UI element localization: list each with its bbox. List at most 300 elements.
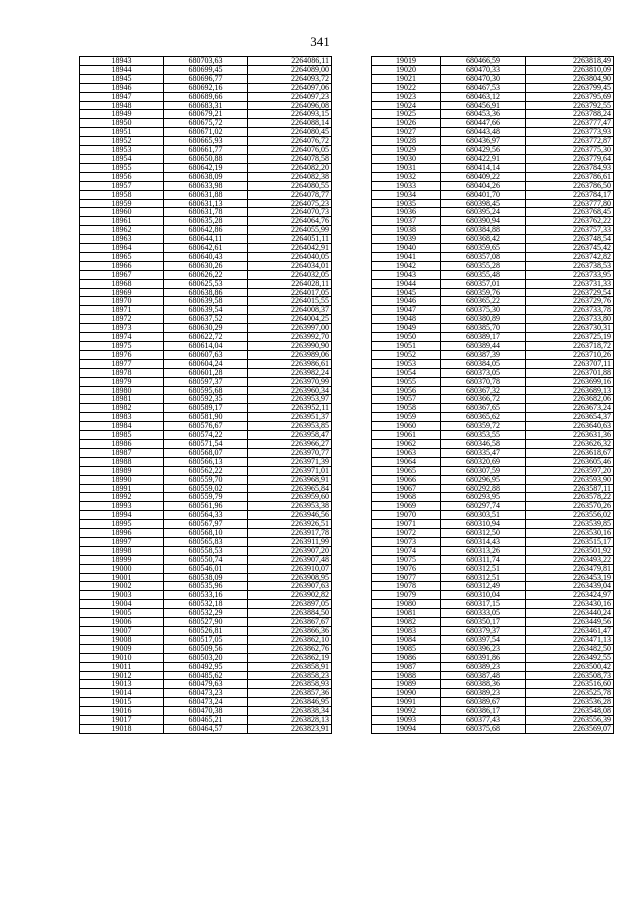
point-number-cell: 18990 — [80, 475, 164, 484]
table-row — [372, 101, 614, 110]
y-coordinate-cell: 2264078,77 — [248, 190, 332, 199]
point-number-cell: 18965 — [80, 252, 164, 261]
x-coordinate-cell: 680293,95 — [441, 493, 526, 502]
x-coordinate-cell: 680692,16 — [164, 83, 248, 92]
x-coordinate-cell: 680631,78 — [164, 208, 248, 217]
point-number-cell: 19005 — [80, 609, 164, 618]
table-row — [80, 573, 332, 582]
point-number-cell: 19073 — [372, 537, 441, 546]
table-row — [80, 520, 332, 529]
y-coordinate-cell: 2264082,20 — [248, 163, 332, 172]
point-number-cell: 18984 — [80, 422, 164, 431]
y-coordinate-cell: 2264097,23 — [248, 92, 332, 101]
point-number-cell: 18952 — [80, 137, 164, 146]
x-coordinate-cell: 680443,48 — [441, 128, 526, 137]
x-coordinate-cell: 680389,23 — [441, 689, 526, 698]
coordinates-table-left — [79, 56, 332, 734]
x-coordinate-cell: 680466,59 — [441, 57, 526, 66]
y-coordinate-cell: 2264008,37 — [248, 306, 332, 315]
y-coordinate-cell: 2263733,95 — [526, 270, 614, 279]
point-number-cell: 19054 — [372, 368, 441, 377]
y-coordinate-cell: 2263768,45 — [526, 208, 614, 217]
x-coordinate-cell: 680532,18 — [164, 600, 248, 609]
point-number-cell: 18986 — [80, 439, 164, 448]
table-row — [80, 537, 332, 546]
x-coordinate-cell: 680479,63 — [164, 680, 248, 689]
table-row — [372, 297, 614, 306]
x-coordinate-cell: 680568,07 — [164, 448, 248, 457]
x-coordinate-cell: 680317,15 — [441, 600, 526, 609]
point-number-cell: 19064 — [372, 457, 441, 466]
x-coordinate-cell: 680312,51 — [441, 573, 526, 582]
point-number-cell: 18997 — [80, 537, 164, 546]
y-coordinate-cell: 2263699,16 — [526, 377, 614, 386]
point-number-cell: 18978 — [80, 368, 164, 377]
y-coordinate-cell: 2264017,05 — [248, 288, 332, 297]
table-row — [372, 618, 614, 627]
point-number-cell: 19040 — [372, 244, 441, 253]
point-number-cell: 19037 — [372, 217, 441, 226]
point-number-cell: 19036 — [372, 208, 441, 217]
y-coordinate-cell: 2263784,93 — [526, 163, 614, 172]
y-coordinate-cell: 2264076,05 — [248, 146, 332, 155]
table-row — [80, 137, 332, 146]
y-coordinate-cell: 2263846,95 — [248, 698, 332, 707]
table-row — [372, 529, 614, 538]
y-coordinate-cell: 2263501,92 — [526, 546, 614, 555]
table-row — [372, 724, 614, 733]
table-row — [80, 627, 332, 636]
y-coordinate-cell: 2263965,84 — [248, 484, 332, 493]
table-row — [80, 484, 332, 493]
point-number-cell: 19062 — [372, 439, 441, 448]
point-number-cell: 19081 — [372, 609, 441, 618]
table-row — [80, 368, 332, 377]
x-coordinate-cell: 680359,72 — [441, 422, 526, 431]
y-coordinate-cell: 2263867,67 — [248, 618, 332, 627]
x-coordinate-cell: 680453,36 — [441, 110, 526, 119]
point-number-cell: 19018 — [80, 724, 164, 733]
y-coordinate-cell: 2264086,11 — [248, 57, 332, 66]
point-number-cell: 18950 — [80, 119, 164, 128]
point-number-cell: 19093 — [372, 716, 441, 725]
table-row — [372, 653, 614, 662]
table-row — [80, 635, 332, 644]
point-number-cell: 19068 — [372, 493, 441, 502]
y-coordinate-cell: 2263508,73 — [526, 671, 614, 680]
point-number-cell: 19061 — [372, 431, 441, 440]
table-row — [372, 279, 614, 288]
point-number-cell: 18969 — [80, 288, 164, 297]
table-row — [80, 386, 332, 395]
x-coordinate-cell: 680389,44 — [441, 342, 526, 351]
y-coordinate-cell: 2263733,80 — [526, 315, 614, 324]
point-number-cell: 19074 — [372, 546, 441, 555]
point-number-cell: 18988 — [80, 457, 164, 466]
table-row — [372, 359, 614, 368]
table-row — [372, 582, 614, 591]
y-coordinate-cell: 2263556,02 — [526, 511, 614, 520]
x-coordinate-cell: 680377,43 — [441, 716, 526, 725]
table-row — [372, 591, 614, 600]
table-row — [80, 377, 332, 386]
point-number-cell: 18989 — [80, 466, 164, 475]
point-number-cell: 19051 — [372, 342, 441, 351]
x-coordinate-cell: 680311,74 — [441, 555, 526, 564]
point-number-cell: 19076 — [372, 564, 441, 573]
table-row — [80, 475, 332, 484]
point-number-cell: 18959 — [80, 199, 164, 208]
y-coordinate-cell: 2264064,76 — [248, 217, 332, 226]
point-number-cell: 18991 — [80, 484, 164, 493]
x-coordinate-cell: 680571,54 — [164, 439, 248, 448]
y-coordinate-cell: 2263536,28 — [526, 698, 614, 707]
table-row — [80, 395, 332, 404]
x-coordinate-cell: 680650,88 — [164, 154, 248, 163]
table-row — [80, 119, 332, 128]
point-number-cell: 18944 — [80, 65, 164, 74]
x-coordinate-cell: 680517,05 — [164, 635, 248, 644]
x-coordinate-cell: 680633,98 — [164, 181, 248, 190]
y-coordinate-cell: 2264015,55 — [248, 297, 332, 306]
table-row — [80, 662, 332, 671]
x-coordinate-cell: 680365,22 — [441, 297, 526, 306]
point-number-cell: 19023 — [372, 92, 441, 101]
y-coordinate-cell: 2263482,50 — [526, 644, 614, 653]
table-row — [372, 119, 614, 128]
point-number-cell: 18946 — [80, 83, 164, 92]
y-coordinate-cell: 2263971,39 — [248, 457, 332, 466]
x-coordinate-cell: 680550,74 — [164, 555, 248, 564]
table-row — [372, 573, 614, 582]
point-number-cell: 19012 — [80, 671, 164, 680]
x-coordinate-cell: 680473,24 — [164, 698, 248, 707]
point-number-cell: 19039 — [372, 235, 441, 244]
x-coordinate-cell: 680359,65 — [441, 244, 526, 253]
x-coordinate-cell: 680401,70 — [441, 190, 526, 199]
table-row — [80, 609, 332, 618]
y-coordinate-cell: 2263745,42 — [526, 244, 614, 253]
x-coordinate-cell: 680368,42 — [441, 235, 526, 244]
x-coordinate-cell: 680597,37 — [164, 377, 248, 386]
table-row — [80, 199, 332, 208]
table-row — [80, 208, 332, 217]
x-coordinate-cell: 680429,56 — [441, 146, 526, 155]
x-coordinate-cell: 680622,72 — [164, 333, 248, 342]
x-coordinate-cell: 680559,70 — [164, 475, 248, 484]
x-coordinate-cell: 680464,57 — [164, 724, 248, 733]
point-number-cell: 19032 — [372, 172, 441, 181]
table-row — [372, 244, 614, 253]
point-number-cell: 19038 — [372, 226, 441, 235]
x-coordinate-cell: 680492,95 — [164, 662, 248, 671]
y-coordinate-cell: 2263786,50 — [526, 181, 614, 190]
point-number-cell: 18973 — [80, 324, 164, 333]
table-row — [80, 511, 332, 520]
table-row — [80, 448, 332, 457]
table-row — [80, 439, 332, 448]
x-coordinate-cell: 680386,17 — [441, 707, 526, 716]
point-number-cell: 19019 — [372, 57, 441, 66]
table-row — [80, 324, 332, 333]
x-coordinate-cell: 680292,88 — [441, 484, 526, 493]
y-coordinate-cell: 2263858,91 — [248, 662, 332, 671]
table-row — [80, 252, 332, 261]
table-row — [372, 546, 614, 555]
table-row — [372, 386, 614, 395]
y-coordinate-cell: 2263597,20 — [526, 466, 614, 475]
y-coordinate-cell: 2263773,93 — [526, 128, 614, 137]
y-coordinate-cell: 2263525,78 — [526, 689, 614, 698]
y-coordinate-cell: 2263952,11 — [248, 404, 332, 413]
table-row — [80, 431, 332, 440]
y-coordinate-cell: 2263618,67 — [526, 448, 614, 457]
y-coordinate-cell: 2264040,05 — [248, 252, 332, 261]
y-coordinate-cell: 2263910,07 — [248, 564, 332, 573]
point-number-cell: 18994 — [80, 511, 164, 520]
table-row — [80, 724, 332, 733]
point-number-cell: 19075 — [372, 555, 441, 564]
y-coordinate-cell: 2263997,00 — [248, 324, 332, 333]
y-coordinate-cell: 2263516,60 — [526, 680, 614, 689]
point-number-cell: 19091 — [372, 698, 441, 707]
table-row — [80, 707, 332, 716]
point-number-cell: 19021 — [372, 74, 441, 83]
point-number-cell: 19030 — [372, 154, 441, 163]
y-coordinate-cell: 2263777,80 — [526, 199, 614, 208]
y-coordinate-cell: 2263738,53 — [526, 261, 614, 270]
x-coordinate-cell: 680614,04 — [164, 342, 248, 351]
table-row — [80, 190, 332, 199]
y-coordinate-cell: 2264070,73 — [248, 208, 332, 217]
y-coordinate-cell: 2263430,16 — [526, 600, 614, 609]
x-coordinate-cell: 680346,58 — [441, 439, 526, 448]
x-coordinate-cell: 680398,45 — [441, 199, 526, 208]
table-row — [80, 422, 332, 431]
point-number-cell: 19046 — [372, 297, 441, 306]
y-coordinate-cell: 2264051,11 — [248, 235, 332, 244]
point-number-cell: 19083 — [372, 627, 441, 636]
x-coordinate-cell: 680581,90 — [164, 413, 248, 422]
x-coordinate-cell: 680353,55 — [441, 431, 526, 440]
x-coordinate-cell: 680509,56 — [164, 644, 248, 653]
y-coordinate-cell: 2263970,99 — [248, 377, 332, 386]
table-row — [80, 546, 332, 555]
x-coordinate-cell: 680642,86 — [164, 226, 248, 235]
x-coordinate-cell: 680607,63 — [164, 350, 248, 359]
x-coordinate-cell: 680365,62 — [441, 413, 526, 422]
point-number-cell: 19089 — [372, 680, 441, 689]
y-coordinate-cell: 2263471,13 — [526, 635, 614, 644]
table-row — [372, 65, 614, 74]
table-row — [372, 270, 614, 279]
table-row — [372, 235, 614, 244]
point-number-cell: 19025 — [372, 110, 441, 119]
y-coordinate-cell: 2264088,14 — [248, 119, 332, 128]
y-coordinate-cell: 2263757,33 — [526, 226, 614, 235]
x-coordinate-cell: 680675,72 — [164, 119, 248, 128]
y-coordinate-cell: 2263701,88 — [526, 368, 614, 377]
point-number-cell: 18960 — [80, 208, 164, 217]
table-row — [372, 137, 614, 146]
y-coordinate-cell: 2263968,91 — [248, 475, 332, 484]
x-coordinate-cell: 680635,28 — [164, 217, 248, 226]
y-coordinate-cell: 2263710,26 — [526, 350, 614, 359]
x-coordinate-cell: 680355,48 — [441, 270, 526, 279]
x-coordinate-cell: 680638,86 — [164, 288, 248, 297]
x-coordinate-cell: 680565,83 — [164, 537, 248, 546]
table-row — [80, 413, 332, 422]
table-row — [80, 315, 332, 324]
point-number-cell: 18953 — [80, 146, 164, 155]
x-coordinate-cell: 680391,86 — [441, 653, 526, 662]
point-number-cell: 19079 — [372, 591, 441, 600]
table-row — [372, 181, 614, 190]
x-coordinate-cell: 680526,81 — [164, 627, 248, 636]
point-number-cell: 19014 — [80, 689, 164, 698]
x-coordinate-cell: 680625,53 — [164, 279, 248, 288]
x-coordinate-cell: 680373,05 — [441, 368, 526, 377]
y-coordinate-cell: 2263682,06 — [526, 395, 614, 404]
table-row — [372, 190, 614, 199]
x-coordinate-cell: 680404,26 — [441, 181, 526, 190]
y-coordinate-cell: 2263556,39 — [526, 716, 614, 725]
y-coordinate-cell: 2263479,81 — [526, 564, 614, 573]
point-number-cell: 19060 — [372, 422, 441, 431]
point-number-cell: 19071 — [372, 520, 441, 529]
y-coordinate-cell: 2263725,19 — [526, 333, 614, 342]
x-coordinate-cell: 680380,89 — [441, 315, 526, 324]
x-coordinate-cell: 680470,38 — [164, 707, 248, 716]
table-row — [372, 83, 614, 92]
point-number-cell: 19003 — [80, 591, 164, 600]
point-number-cell: 18998 — [80, 546, 164, 555]
table-row — [80, 65, 332, 74]
table-row — [372, 680, 614, 689]
table-row — [372, 252, 614, 261]
table-row — [372, 199, 614, 208]
table-row — [80, 217, 332, 226]
table-row — [80, 226, 332, 235]
table-row — [372, 600, 614, 609]
y-coordinate-cell: 2263587,11 — [526, 484, 614, 493]
x-coordinate-cell: 680384,88 — [441, 226, 526, 235]
table-row — [372, 422, 614, 431]
x-coordinate-cell: 680564,33 — [164, 511, 248, 520]
x-coordinate-cell: 680642,19 — [164, 163, 248, 172]
x-coordinate-cell: 680436,97 — [441, 137, 526, 146]
table-row — [372, 466, 614, 475]
point-number-cell: 19056 — [372, 386, 441, 395]
x-coordinate-cell: 680567,97 — [164, 520, 248, 529]
table-row — [372, 74, 614, 83]
table-row — [80, 342, 332, 351]
x-coordinate-cell: 680303,51 — [441, 511, 526, 520]
y-coordinate-cell: 2263966,27 — [248, 439, 332, 448]
table-row — [372, 537, 614, 546]
table-row — [372, 315, 614, 324]
x-coordinate-cell: 680665,93 — [164, 137, 248, 146]
x-coordinate-cell: 680503,20 — [164, 653, 248, 662]
table-row — [372, 172, 614, 181]
x-coordinate-cell: 680631,13 — [164, 199, 248, 208]
y-coordinate-cell: 2263946,56 — [248, 511, 332, 520]
table-row — [372, 377, 614, 386]
point-number-cell: 19070 — [372, 511, 441, 520]
x-coordinate-cell: 680396,23 — [441, 644, 526, 653]
x-coordinate-cell: 680559,02 — [164, 484, 248, 493]
point-number-cell: 18977 — [80, 359, 164, 368]
point-number-cell: 19015 — [80, 698, 164, 707]
point-number-cell: 18964 — [80, 244, 164, 253]
y-coordinate-cell: 2263992,70 — [248, 333, 332, 342]
table-row — [372, 520, 614, 529]
table-row — [80, 716, 332, 725]
y-coordinate-cell: 2263982,24 — [248, 368, 332, 377]
x-coordinate-cell: 680379,37 — [441, 627, 526, 636]
y-coordinate-cell: 2264032,05 — [248, 270, 332, 279]
x-coordinate-cell: 680601,28 — [164, 368, 248, 377]
y-coordinate-cell: 2263762,22 — [526, 217, 614, 226]
x-coordinate-cell: 680470,30 — [441, 74, 526, 83]
table-row — [372, 707, 614, 716]
x-coordinate-cell: 680595,68 — [164, 386, 248, 395]
x-coordinate-cell: 680385,70 — [441, 324, 526, 333]
table-row — [372, 413, 614, 422]
y-coordinate-cell: 2263777,47 — [526, 119, 614, 128]
x-coordinate-cell: 680574,22 — [164, 431, 248, 440]
x-coordinate-cell: 680312,49 — [441, 582, 526, 591]
table-row — [372, 57, 614, 66]
x-coordinate-cell: 680357,08 — [441, 252, 526, 261]
table-row — [80, 57, 332, 66]
x-coordinate-cell: 680470,33 — [441, 65, 526, 74]
point-number-cell: 19001 — [80, 573, 164, 582]
table-row — [372, 324, 614, 333]
y-coordinate-cell: 2263492,55 — [526, 653, 614, 662]
x-coordinate-cell: 680310,94 — [441, 520, 526, 529]
x-coordinate-cell: 680592,35 — [164, 395, 248, 404]
x-coordinate-cell: 680485,62 — [164, 671, 248, 680]
x-coordinate-cell: 680357,01 — [441, 279, 526, 288]
x-coordinate-cell: 680463,12 — [441, 92, 526, 101]
y-coordinate-cell: 2264078,58 — [248, 154, 332, 163]
point-number-cell: 18949 — [80, 110, 164, 119]
point-number-cell: 19057 — [372, 395, 441, 404]
y-coordinate-cell: 2263858,93 — [248, 680, 332, 689]
x-coordinate-cell: 680389,23 — [441, 662, 526, 671]
x-coordinate-cell: 680532,29 — [164, 609, 248, 618]
point-number-cell: 19088 — [372, 671, 441, 680]
table-row — [80, 653, 332, 662]
table-row — [372, 644, 614, 653]
y-coordinate-cell: 2263804,90 — [526, 74, 614, 83]
x-coordinate-cell: 680389,17 — [441, 333, 526, 342]
y-coordinate-cell: 2263439,04 — [526, 582, 614, 591]
point-number-cell: 19041 — [372, 252, 441, 261]
point-number-cell: 18961 — [80, 217, 164, 226]
point-number-cell: 18947 — [80, 92, 164, 101]
point-number-cell: 19006 — [80, 618, 164, 627]
point-number-cell: 19048 — [372, 315, 441, 324]
point-number-cell: 18985 — [80, 431, 164, 440]
point-number-cell: 19065 — [372, 466, 441, 475]
table-row — [80, 235, 332, 244]
x-coordinate-cell: 680626,22 — [164, 270, 248, 279]
x-coordinate-cell: 680631,88 — [164, 190, 248, 199]
table-row — [80, 163, 332, 172]
table-row — [372, 689, 614, 698]
